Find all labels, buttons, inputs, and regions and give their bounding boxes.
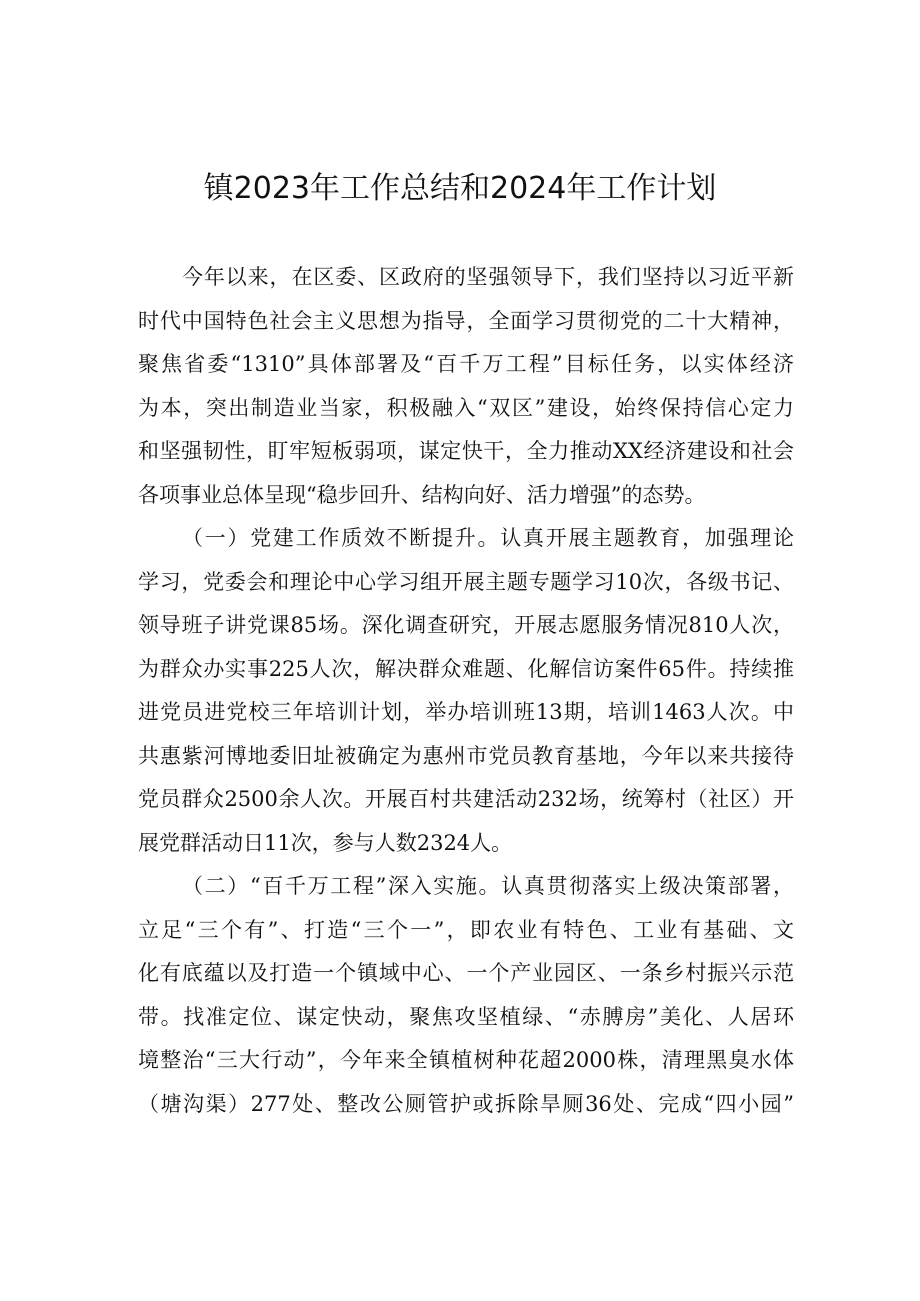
- text-line: 共惠紫河博地委旧址被确定为惠州市党员教育基地，今年以来共接待: [138, 743, 794, 768]
- text-line: （塘沟渠）277处、整改公厕管护或拆除旱厕36处、完成“四小园”: [138, 1091, 794, 1116]
- text-line: 带。找准定位、谋定快动，聚焦攻坚植绿、“赤膊房”美化、人居环: [138, 1004, 794, 1029]
- text-line: 进党员进党校三年培训计划，举办培训班13期，培训1463人次。中: [138, 700, 794, 724]
- text-line: 化有底蕴以及打造一个镇域中心、一个产业园区、一条乡村振兴示范: [138, 961, 794, 985]
- text-line: 时代中国特色社会主义思想为指导，全面学习贯彻党的二十大精神，: [138, 308, 794, 333]
- text-line: 党员群众2500余人次。开展百村共建活动232场，统筹村（社区）开: [138, 787, 794, 811]
- paragraph-section-1: [138, 517, 794, 865]
- document-body: [138, 256, 794, 1126]
- text-line: （二）“百千万工程”深入实施。认真贯彻落实上级决策部署，: [182, 874, 794, 898]
- text-line: 展党群活动日11次，参与人数2324人。: [138, 830, 513, 855]
- text-line: 境整治“三大行动”，今年来全镇植树种花超2000株，清理黑臭水体: [138, 1048, 794, 1072]
- paragraph-intro: [138, 256, 794, 517]
- document-title: 镇2023年工作总结和2024年工作计划: [203, 171, 717, 206]
- text-line: （一）党建工作质效不断提升。认真开展主题教育，加强理论: [182, 526, 794, 550]
- text-line: 聚焦省委“1310”具体部署及“百千万工程”目标任务，以实体经济: [138, 352, 794, 376]
- text-line: 今年以来，在区委、区政府的坚强领导下，我们坚持以习近平新: [182, 265, 794, 289]
- text-line: 学习，党委会和理论中心学习组开展主题专题学习10次，各级书记、: [138, 569, 794, 594]
- text-line: 为本，突出制造业当家，积极融入“双区”建设，始终保持信心定力: [138, 395, 794, 420]
- text-line: 领导班子讲党课85场。深化调查研究，开展志愿服务情况810人次，: [138, 613, 794, 637]
- paragraph-section-2: [138, 865, 794, 1126]
- text-line: 为群众办实事225人次，解决群众难题、化解信访案件65件。持续推: [138, 656, 794, 681]
- text-line: 各项事业总体呈现“稳步回升、结构向好、活力增强”的态势。: [138, 482, 706, 507]
- text-line: 和坚强韧性，盯牢短板弱项，谋定快干，全力推动XX经济建设和社会: [138, 439, 794, 463]
- text-line: 立足“三个有”、打造“三个一”，即农业有特色、工业有基础、文: [138, 917, 794, 942]
